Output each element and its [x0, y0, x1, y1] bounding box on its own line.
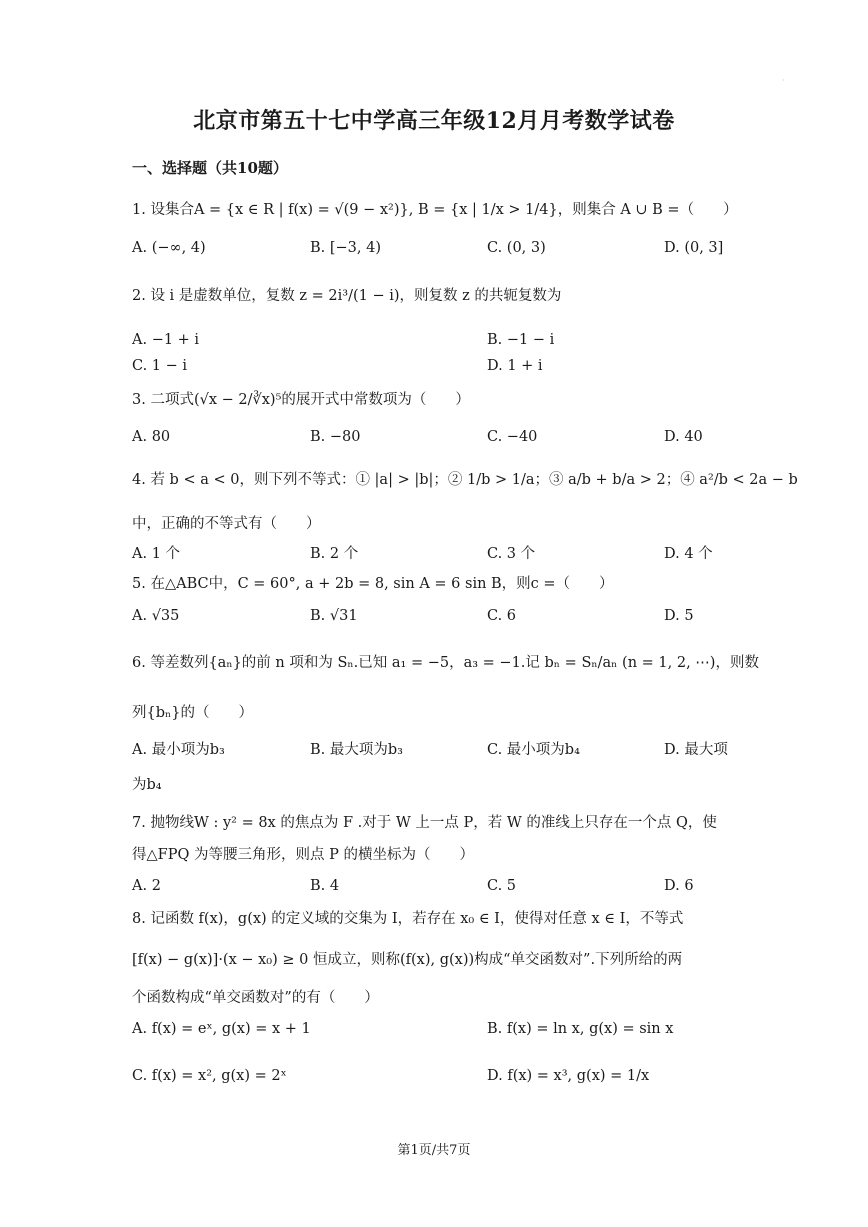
question-6-option-d: D. 最大项 [664, 742, 728, 758]
question-4-option-d: D. 4 个 [664, 546, 713, 562]
question-8-stem-line-3: 个函数构成“单交函数对”的有（ ） [132, 990, 379, 1006]
question-1-stem: 1. 设集合A = {x ∈ R | f(x) = √(9 − x²)}, B = {x | 1/x > 1/4}，则集合 A ∪ B =（ ） [132, 202, 738, 218]
question-1-option-c: C. (0, 3) [487, 240, 546, 256]
question-5-option-a: A. √35 [132, 608, 180, 624]
question-6-option-d-continued: 为b₄ [132, 777, 162, 793]
question-5-stem: 5. 在△ABC中，C = 60°, a + 2b = 8, sin A = 6 sin B，则c =（ ） [132, 576, 614, 592]
question-6-option-a: A. 最小项为b₃ [132, 742, 225, 758]
question-8-stem-line-1: 8. 记函数 f(x)，g(x) 的定义域的交集为 I，若存在 x₀ ∈ I，使得对任意 x ∈ I，不等式 [132, 911, 684, 927]
question-7-option-a: A. 2 [132, 878, 161, 894]
question-7-option-c: C. 5 [487, 878, 517, 894]
corner-mark: · [782, 76, 785, 85]
page-footer: 第1页/共7页 [397, 1143, 471, 1158]
question-2-option-d: D. 1 + i [487, 358, 543, 374]
question-3-stem: 3. 二项式(√x − 2/∛x)⁵的展开式中常数项为（ ） [132, 392, 470, 408]
question-8-stem-line-2: [f(x) − g(x)]·(x − x₀) ≥ 0 恒成立，则称(f(x), g(x))构成“单交函数对”.下列所给的两 [132, 952, 683, 968]
question-4-option-a: A. 1 个 [132, 546, 181, 562]
question-1-option-b: B. [−3, 4) [310, 240, 382, 256]
question-5-option-d: D. 5 [664, 608, 694, 624]
question-4-option-b: B. 2 个 [310, 546, 359, 562]
exam-title: 北京市第五十七中学高三年级12月月考数学试卷 [193, 108, 675, 134]
question-6-stem-line-2: 列{bₙ}的（ ） [132, 705, 254, 721]
question-4-stem-line-1: 4. 若 b < a < 0，则下列不等式：① |a| > |b|；② 1/b > 1/a；③ a/b + b/a > 2；④ a²/b < 2a − b [132, 472, 798, 488]
question-3-option-c: C. −40 [487, 429, 538, 445]
question-4-stem-line-2: 中，正确的不等式有（ ） [132, 516, 321, 532]
question-2-stem: 2. 设 i 是虚数单位，复数 z = 2i³/(1 − i)，则复数 z 的共轭复数为 [132, 288, 562, 304]
question-7-stem-line-2: 得△FPQ 为等腰三角形，则点 P 的横坐标为（ ） [132, 847, 474, 863]
question-2-option-a: A. −1 + i [132, 332, 200, 348]
question-6-option-b: B. 最大项为b₃ [310, 742, 403, 758]
question-8-option-a: A. f(x) = eˣ, g(x) = x + 1 [132, 1021, 311, 1037]
question-6-stem-line-1: 6. 等差数列{aₙ}的前 n 项和为 Sₙ.已知 a₁ = −5，a₃ = −1.记 bₙ = Sₙ/aₙ (n = 1, 2, ⋯)，则数 [132, 655, 759, 671]
question-7-option-d: D. 6 [664, 878, 694, 894]
question-3-option-a: A. 80 [132, 429, 171, 445]
question-3-option-d: D. 40 [664, 429, 703, 445]
question-8-option-d: D. f(x) = x³, g(x) = 1/x [487, 1068, 650, 1084]
question-7-stem-line-1: 7. 抛物线W : y² = 8x 的焦点为 F .对于 W 上一点 P，若 W 的准线上只存在一个点 Q，使 [132, 815, 717, 831]
question-1-option-d: D. (0, 3] [664, 240, 724, 256]
question-7-option-b: B. 4 [310, 878, 340, 894]
section-heading: 一、选择题（共10题） [132, 159, 288, 177]
question-4-option-c: C. 3 个 [487, 546, 536, 562]
question-1-option-a: A. (−∞, 4) [132, 240, 206, 256]
question-3-option-b: B. −80 [310, 429, 361, 445]
question-6-option-c: C. 最小项为b₄ [487, 742, 580, 758]
question-2-option-b: B. −1 − i [487, 332, 555, 348]
question-8-option-c: C. f(x) = x², g(x) = 2ˣ [132, 1068, 287, 1084]
question-5-option-b: B. √31 [310, 608, 358, 624]
question-8-option-b: B. f(x) = ln x, g(x) = sin x [487, 1021, 674, 1037]
question-5-option-c: C. 6 [487, 608, 517, 624]
question-2-option-c: C. 1 − i [132, 358, 188, 374]
